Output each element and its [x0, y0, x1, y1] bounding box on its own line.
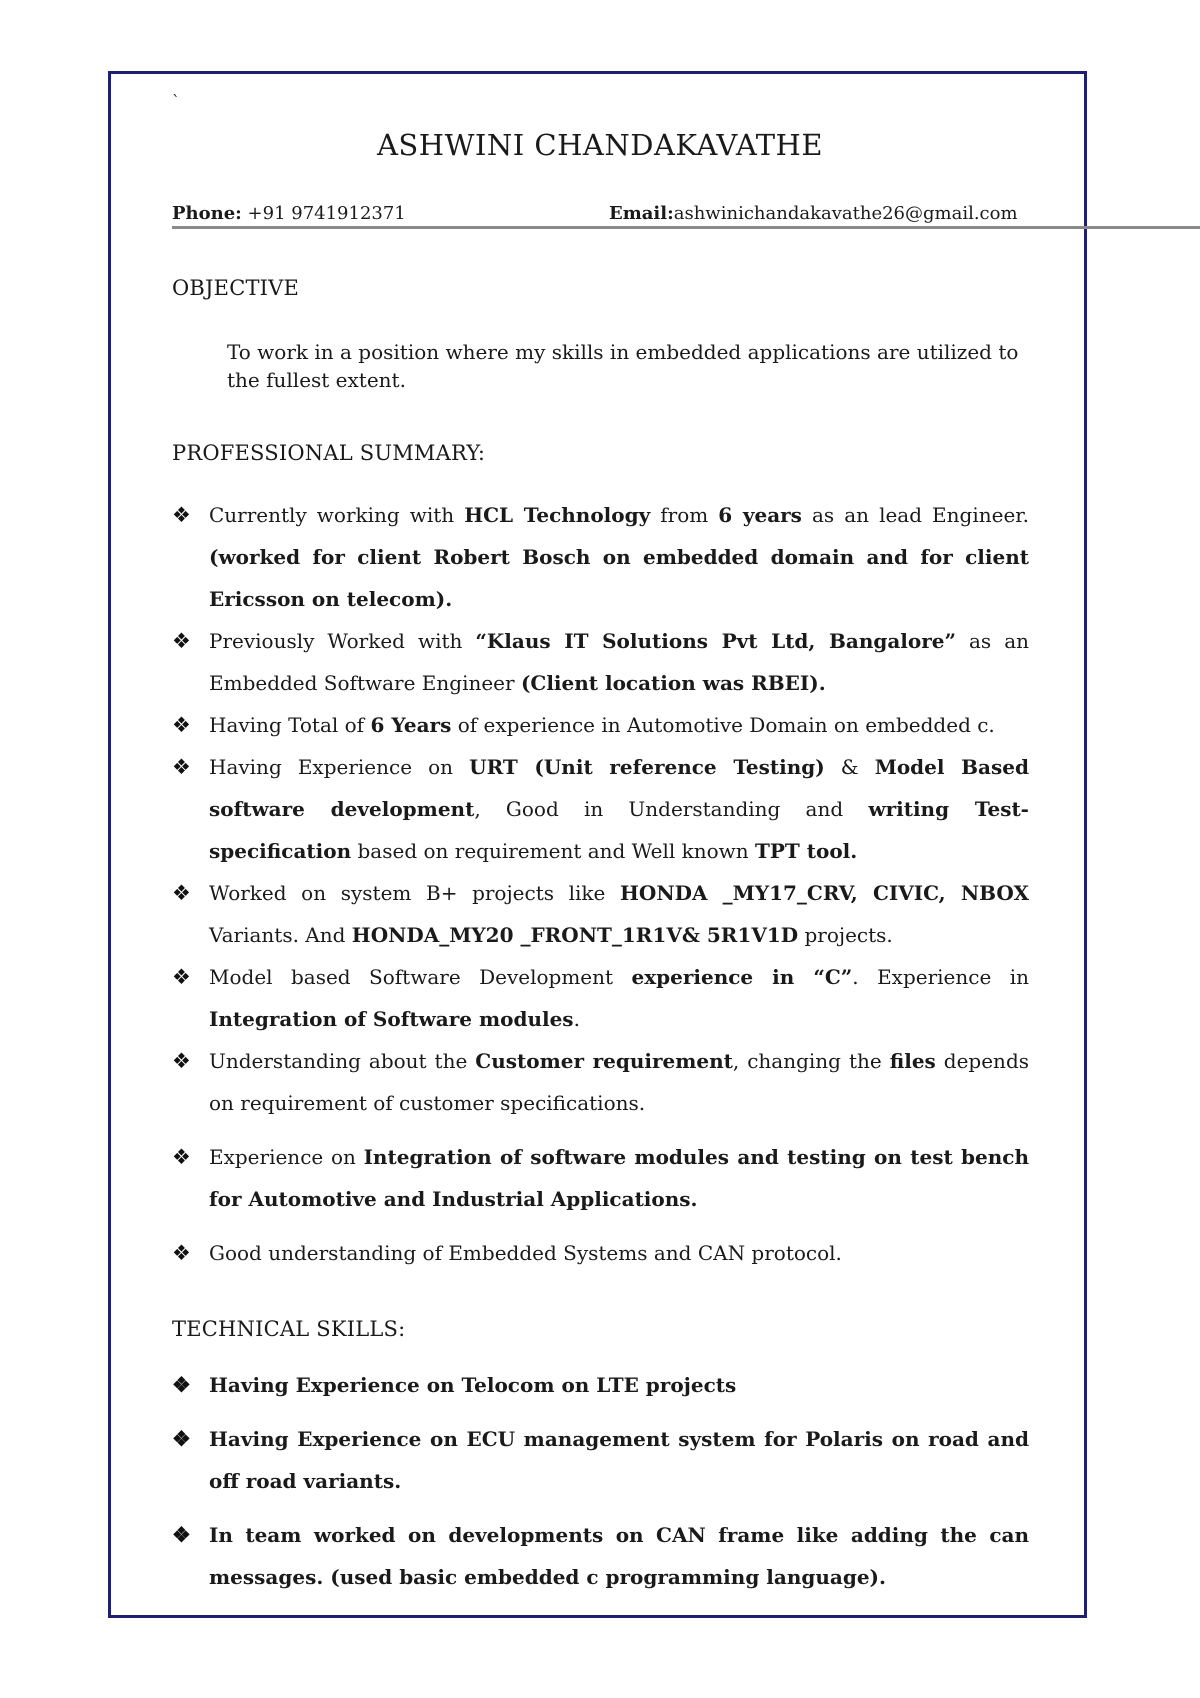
candidate-name: ASHWINI CHANDAKAVATHE — [376, 128, 824, 162]
summary-bold: 6 Years — [370, 713, 452, 737]
summary-text: . Experience in — [852, 965, 1029, 989]
summary-text: based on requirement and Well known — [351, 839, 755, 863]
diamond-bullet-icon: ❖ — [172, 881, 191, 905]
summary-bold: HCL Technology — [464, 503, 651, 527]
summary-text: as an Embedded Software Engineer — [209, 629, 1029, 695]
summary-text: Currently working with — [209, 503, 465, 527]
diamond-bullet-icon: ❖ — [172, 1372, 191, 1397]
summary-item — [172, 956, 1029, 1040]
summary-item — [172, 620, 1029, 704]
skills-list — [172, 1364, 1029, 1598]
stray-tick: ` — [172, 92, 180, 111]
skills-text: Having Experience on Telocom on LTE projects — [209, 1373, 737, 1397]
skills-text: Having Experience on ECU management system for Polaris on road and off road variants. — [209, 1427, 1029, 1493]
objective-text: To work in a position where my skills in embedded applications are utilized to the fullest extent. — [227, 340, 1019, 392]
email-label: Email: — [609, 203, 674, 224]
email-address: ashwinichandakavathe26@gmail.com — [673, 203, 1018, 224]
phone-line — [172, 203, 406, 224]
diamond-bullet-icon: ❖ — [172, 1241, 191, 1265]
summary-bold: Model Based software development — [209, 755, 1029, 821]
summary-text: Having Total of — [209, 713, 371, 737]
header-rule — [172, 226, 1200, 229]
summary-bold: HONDA _MY17_CRV, CIVIC, NBOX — [620, 881, 1030, 905]
summary-text: Model based Software Development — [209, 965, 632, 989]
summary-text: depends on requirement of customer specifications. — [209, 1049, 1030, 1115]
summary-item — [172, 1040, 1029, 1124]
summary-text: projects. — [798, 923, 893, 947]
summary-bold: Integration of Software modules — [209, 1007, 574, 1031]
skills-item — [172, 1364, 1029, 1406]
summary-bold: URT (Unit reference Testing) — [469, 755, 825, 779]
skills-item — [172, 1514, 1029, 1598]
summary-text: Experience on — [209, 1145, 364, 1169]
summary-text: as an lead Engineer. — [801, 503, 1030, 527]
summary-bold: TPT tool. — [755, 839, 858, 863]
summary-text: & — [824, 755, 875, 779]
phone-label: Phone: — [172, 203, 242, 224]
summary-list — [172, 494, 1029, 1274]
summary-text: Worked on system B+ projects like — [209, 881, 620, 905]
summary-item — [172, 746, 1029, 872]
summary-item — [172, 1232, 1029, 1274]
summary-bold: writing Test-specification — [209, 797, 1029, 863]
summary-item — [172, 872, 1029, 956]
diamond-bullet-icon: ❖ — [172, 965, 191, 989]
summary-text: Understanding about the — [209, 1049, 476, 1073]
summary-bold: experience in “C” — [631, 965, 853, 989]
summary-heading: PROFESSIONAL SUMMARY: — [172, 441, 486, 465]
skills-text: In team worked on developments on CAN frame like adding the can messages. (used basic embedded c programming language). — [209, 1523, 1029, 1589]
summary-bold: files — [889, 1049, 936, 1073]
diamond-bullet-icon: ❖ — [172, 755, 191, 779]
objective-heading: OBJECTIVE — [172, 276, 300, 300]
summary-item — [172, 494, 1029, 620]
diamond-bullet-icon: ❖ — [172, 1145, 191, 1169]
skills-item — [172, 1418, 1029, 1502]
summary-text: Previously Worked with — [209, 629, 476, 653]
summary-text: of experience in Automotive Domain on embedded c. — [451, 713, 995, 737]
phone-number: +91 9741912371 — [241, 203, 406, 224]
summary-bold: (worked for client Robert Bosch on embedded domain and for client Ericsson on telecom). — [209, 545, 1029, 611]
diamond-bullet-icon: ❖ — [172, 629, 191, 653]
summary-bold: 6 years — [718, 503, 802, 527]
diamond-bullet-icon: ❖ — [172, 1522, 191, 1547]
summary-item — [172, 704, 1029, 746]
email-line — [609, 203, 1018, 224]
diamond-bullet-icon: ❖ — [172, 1426, 191, 1451]
summary-bold: Customer requirement — [475, 1049, 733, 1073]
diamond-bullet-icon: ❖ — [172, 503, 191, 527]
summary-text: , Good in Understanding and — [474, 797, 869, 821]
summary-item — [172, 1136, 1029, 1220]
summary-text: from — [650, 503, 719, 527]
summary-text: Having Experience on — [209, 755, 470, 779]
summary-text: Good understanding of Embedded Systems and CAN protocol. — [209, 1241, 842, 1265]
summary-text: , changing the — [732, 1049, 890, 1073]
diamond-bullet-icon: ❖ — [172, 713, 191, 737]
summary-bold: Integration of software modules and testing on test bench for Automotive and Industrial Applications. — [209, 1145, 1029, 1211]
summary-text: Variants. And — [209, 923, 352, 947]
summary-bold: (Client location was RBEI). — [520, 671, 826, 695]
summary-bold: HONDA_MY20 _FRONT_1R1V& 5R1V1D — [351, 923, 799, 947]
summary-text: . — [573, 1007, 580, 1031]
summary-bold: “Klaus IT Solutions Pvt Ltd, Bangalore” — [475, 629, 957, 653]
diamond-bullet-icon: ❖ — [172, 1049, 191, 1073]
skills-heading: TECHNICAL SKILLS: — [172, 1317, 406, 1341]
